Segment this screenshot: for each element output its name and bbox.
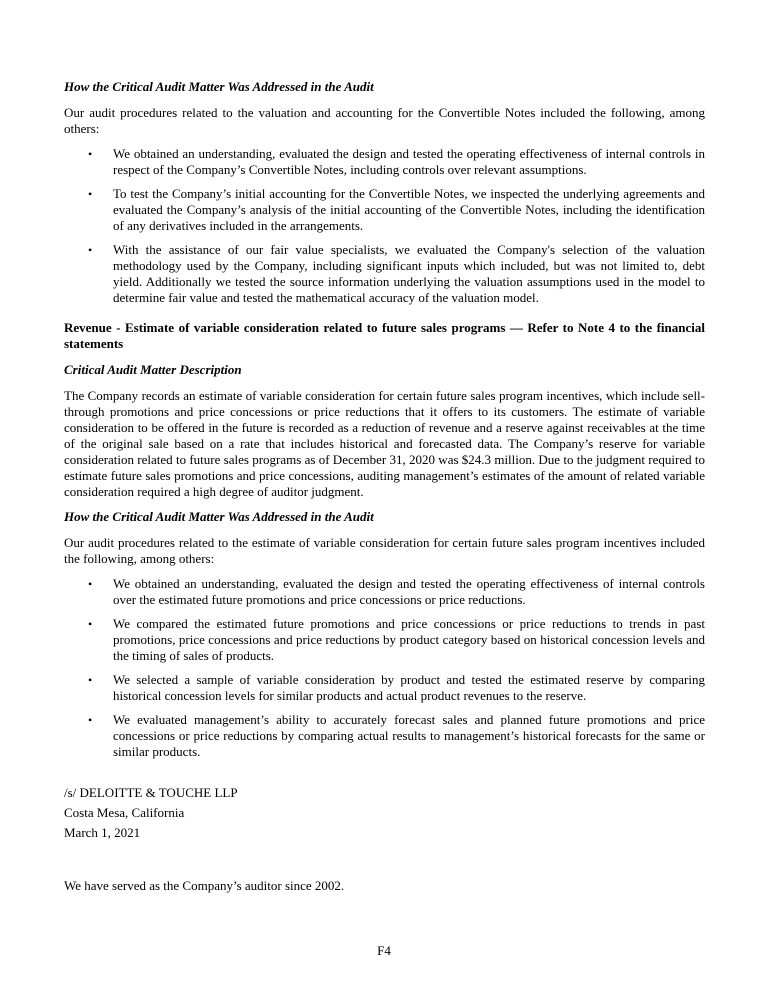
heading-cam-addressed-revenue: How the Critical Audit Matter Was Addressed in the Audit — [64, 509, 374, 524]
list-item-text: We obtained an understanding, evaluated the design and tested the operating effectiveness of internal controls over the estimated future promotions and price concessions or price reductions. — [113, 576, 705, 607]
list-item — [64, 242, 705, 306]
signature-date: March 1, 2021 — [64, 825, 141, 840]
signature-city: Costa Mesa, California — [64, 805, 185, 820]
bullet-icon: • — [88, 147, 93, 161]
signature-block — [64, 785, 705, 894]
bullet-icon: • — [88, 187, 93, 201]
list-item — [64, 712, 705, 760]
list-item — [64, 672, 705, 704]
list-item-text: We evaluated management’s ability to accurately forecast sales and planned future promotions and price concessions or price reductions by comparing actual results to management’s historical forecasts for the same or similar products. — [113, 712, 705, 759]
heading-cam-addressed-convertible-notes: How the Critical Audit Matter Was Addressed in the Audit — [64, 79, 374, 94]
auditor-tenure-statement: We have served as the Company’s auditor since 2002. — [64, 878, 345, 893]
list-item-text: To test the Company’s initial accounting for the Convertible Notes, we inspected the underlying agreements and evaluated the Company’s analysis of the initial accounting of the Convertible Notes, including the identification of any derivatives included in the arrangements. — [113, 186, 705, 233]
heading-cam-description: Critical Audit Matter Description — [64, 362, 242, 377]
bullet-icon: • — [88, 577, 93, 591]
bullet-icon: • — [88, 243, 93, 257]
bullet-list-revenue — [64, 576, 705, 760]
page-number: F4 — [377, 943, 391, 958]
list-item — [64, 186, 705, 234]
bullet-icon: • — [88, 617, 93, 631]
list-item-text: We selected a sample of variable consideration by product and tested the estimated reserve by comparing historical concession levels for similar products and actual product revenues to the reserve. — [113, 672, 705, 703]
list-item — [64, 146, 705, 178]
list-item — [64, 576, 705, 608]
heading-revenue-cam: Revenue - Estimate of variable consideration related to future sales programs — Refer to Note 4 to the financial statements — [64, 320, 705, 351]
signature-firm: /s/ DELOITTE & TOUCHE LLP — [64, 785, 238, 800]
paragraph-convertible-notes-intro: Our audit procedures related to the valuation and accounting for the Convertible Notes included the following, among others: — [64, 105, 705, 136]
paragraph-revenue-cam-description: The Company records an estimate of variable consideration for certain future sales program incentives, which include sell-through promotions and price concessions or price reductions that it offers to its customers. The estimate of variable consideration to be offered in the future is recorded as a reduction of revenue and a reserve against receivables at the time of the original sale based on a rate that includes historical and forecasted data. The Company’s reserve for variable consideration related to future sales programs as of December 31, 2020 was $24.3 million. Due to the judgment required to estimate future sales promotions and price concessions, auditing management’s estimates of the amount of related variable consideration required a high degree of auditor judgment. — [64, 388, 705, 499]
list-item-text: With the assistance of our fair value specialists, we evaluated the Company's selection of the valuation methodology used by the Company, including significant inputs which included, but was not limited to, debt yield. Additionally we tested the source information underlying the valuation assumptions used in the model to determine fair value and tested the mathematical accuracy of the valuation model. — [113, 242, 705, 305]
paragraph-revenue-intro: Our audit procedures related to the estimate of variable consideration for certain future sales program incentives included the following, among others: — [64, 535, 705, 566]
bullet-icon: • — [88, 673, 93, 687]
list-item-text: We obtained an understanding, evaluated the design and tested the operating effectiveness of internal controls in respect of the Company’s Convertible Notes, including controls over relevant assumptions. — [113, 146, 705, 177]
bullet-icon: • — [88, 713, 93, 727]
list-item — [64, 616, 705, 664]
list-item-text: We compared the estimated future promotions and price concessions or price reductions to trends in past promotions, price concessions and price reductions by product category based on historical concession levels and the timing of sales of products. — [113, 616, 705, 663]
bullet-list-convertible-notes — [64, 146, 705, 306]
